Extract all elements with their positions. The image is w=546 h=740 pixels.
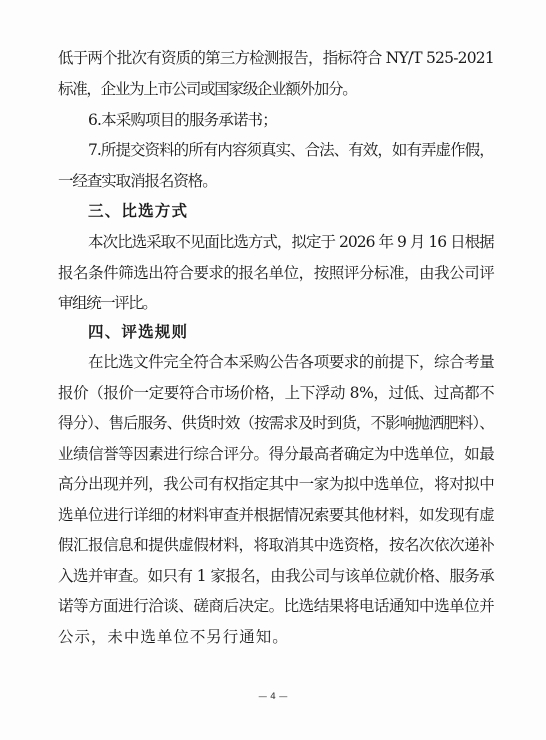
body-text-line: 本次比选采取不见面比选方式，拟定于 2026 年 9 月 16 日根据: [88, 233, 494, 251]
list-item-6: 6.本采购项目的服务承诺书；: [88, 111, 277, 129]
body-text-line: 入选并审查。如只有 1 家报名，由我公司与该单位就价格、服务承: [58, 567, 495, 585]
body-text-line: 报名条件筛选出符合要求的报名单位，按照评分标准，由我公司评: [58, 264, 495, 282]
list-item-7: 7.所提交资料的所有内容须真实、合法、有效，如有弄虚作假，: [88, 141, 494, 159]
body-text-line: 报价（报价一定要符合市场价格，上下浮动 8%，过低、过高都不: [58, 384, 495, 402]
body-text-line: 公示，未中选单位不另行通知。: [58, 628, 289, 646]
body-text-line: 业绩信誉等因素进行综合评分。得分最高者确定为中选单位，如最: [58, 445, 495, 463]
body-text-line: 低于两个批次有资质的第三方检测报告，指标符合 NY/T 525-2021: [58, 49, 494, 67]
body-text-line: 得分）、售后服务、供货时效（按需求及时到货，不影响抛洒肥料）、: [58, 414, 494, 432]
body-text-line: 选单位进行详细的材料审查并根据情况索要其他材料，如发现有虚: [58, 506, 495, 524]
body-text-line: 审组统一评比。: [58, 294, 157, 312]
body-text-line: 一经查实取消报名资格。: [58, 172, 217, 190]
body-text-line: 高分出现并列，我公司有权指定其中一家为拟中选单位，将对拟中: [58, 475, 495, 493]
body-text-line: 诺等方面进行洽谈、磋商后决定。比选结果将电话通知中选单位并: [58, 597, 495, 615]
section-heading-selection-method: 三、比选方式: [88, 202, 189, 220]
body-text-line: 在比选文件完全符合本采购公告各项要求的前提下，综合考量: [88, 353, 495, 371]
page-number: — 4 —: [258, 692, 288, 702]
body-text-line: 假汇报信息和提供虚假材料，将取消其中选资格，按名次依次递补: [58, 536, 495, 554]
body-text-line: 标准，企业为上市公司或国家级企业额外加分。: [58, 80, 357, 98]
section-heading-evaluation-rules: 四、评选规则: [88, 323, 189, 341]
